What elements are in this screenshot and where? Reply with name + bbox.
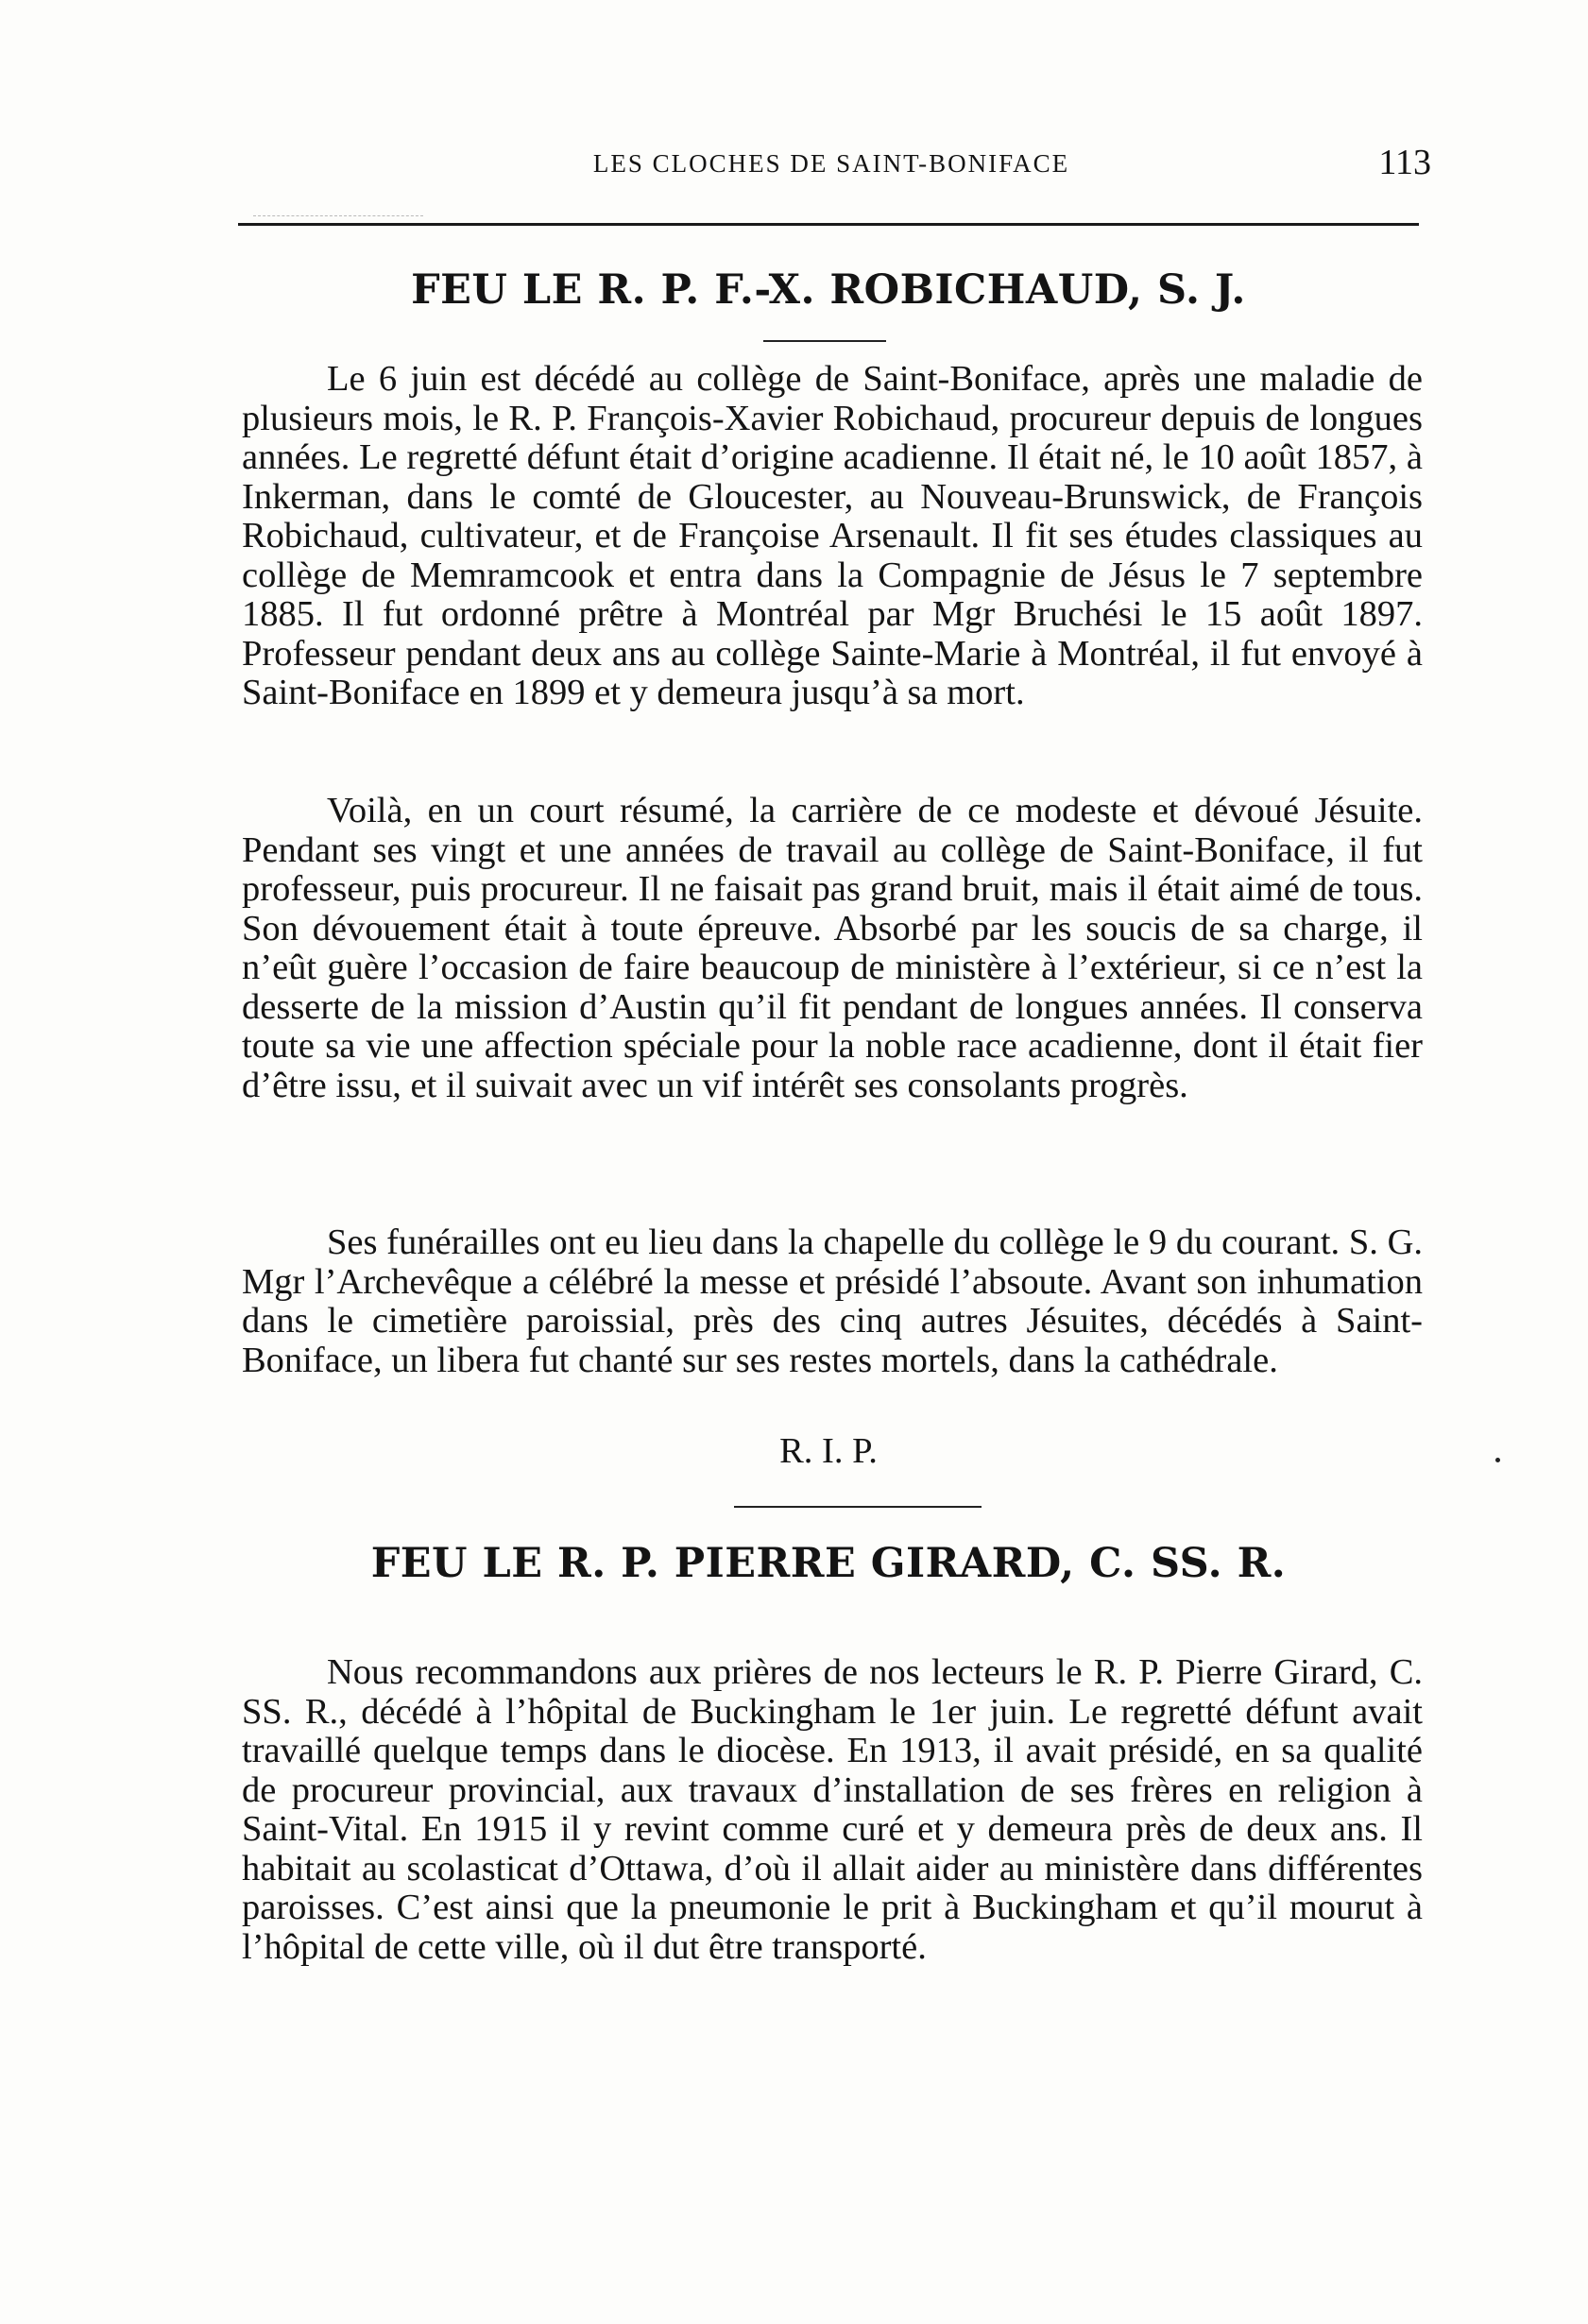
rip-closing: R. I. P. [779,1431,878,1471]
header-faint-rule [253,215,423,216]
article-title-girard: FEU LE R. P. PIERRE GIRARD, C. SS. R. [370,1540,1287,1587]
page-number: 113 [1378,143,1431,182]
paragraph-robichaud-biography: Le 6 juin est décédé au collège de Saint-Boniface, après une maladie de plusieurs mois, le R. P. François-Xavier Robichaud, procureur depuis de longues années. Le regretté défunt était d’origine acadienne. Il était né, le 10 août 1857, à Inkerman, dans le comté de Gloucester, au Nouveau-Brunswick, de François Robichaud, cultivateur, et de Françoise Arsenault. Il fit ses études classiques au collège de Memramcook et entra dans la Compagnie de Jésus le 7 septembre 1885. Il fut ordonné prêtre à Montréal par Mgr Bruchési le 15 août 1897. Professeur pendant deux ans au collège Sainte-Marie à Montréal, il fut envoyé à Saint-Boniface en 1899 et y demeura jusqu’à sa mort. [242,359,1423,712]
article-title-robichaud: FEU LE R. P. F.-X. ROBICHAUD, S. J. [411,266,1246,314]
title-separator-rule [763,340,886,342]
paragraph-robichaud-career: Voilà, en un court résumé, la carrière de ce modeste et dévoué Jésuite. Pendant ses vingt et une années de travail au collège de Saint-Boniface, il fut professeur, puis procureur. Il ne faisait pas grand bruit, mais il était aimé de tous. Son dévouement était à toute épreuve. Absorbé par les soucis de sa charge, il n’eût guère l’occasion de faire beaucoup de ministère à l’extérieur, si ce n’est la desserte de la mission d’Austin qu’il fit pendant de longues années. Il conserva toute sa vie une affection spéciale pour la noble race acadienne, dont il était fier d’être issu, et il suivait avec un vif intérêt ses consolants progrès. [242,791,1423,1105]
running-title: LES CLOCHES DE SAINT-BONIFACE [592,149,1070,178]
article-separator-rule [734,1506,982,1508]
header-rule [238,223,1419,226]
paragraph-girard: Nous recommandons aux prières de nos lecteurs le R. P. Pierre Girard, C. SS. R., décédé à l’hôpital de Buckingham le 1er juin. Le regretté défunt avait travaillé quelque temps dans le diocèse. En 1913, il avait présidé, en sa qualité de procureur provincial, aux travaux d’installation de ses frères en religion à Saint-Vital. En 1915 il y revint comme curé et y demeura près de deux ans. Il habitait au scolasticat d’Ottawa, d’où il allait aider au ministère dans différentes paroisses. C’est ainsi que la pneumonie le prit à Buckingham et qu’il mourut à l’hôpital de cette ville, où il dut être transporté. [242,1652,1423,1967]
print-speck [1495,1458,1500,1462]
paragraph-robichaud-funeral: Ses funérailles ont eu lieu dans la chapelle du collège le 9 du courant. S. G. Mgr l’Archevêque a célébré la messe et présidé l’absoute. Avant son inhumation dans le cimetière paroissial, près des cinq autres Jésuites, décédés à Saint-Boniface, un libera fut chanté sur ses restes mortels, dans la cathédrale. [242,1222,1423,1380]
